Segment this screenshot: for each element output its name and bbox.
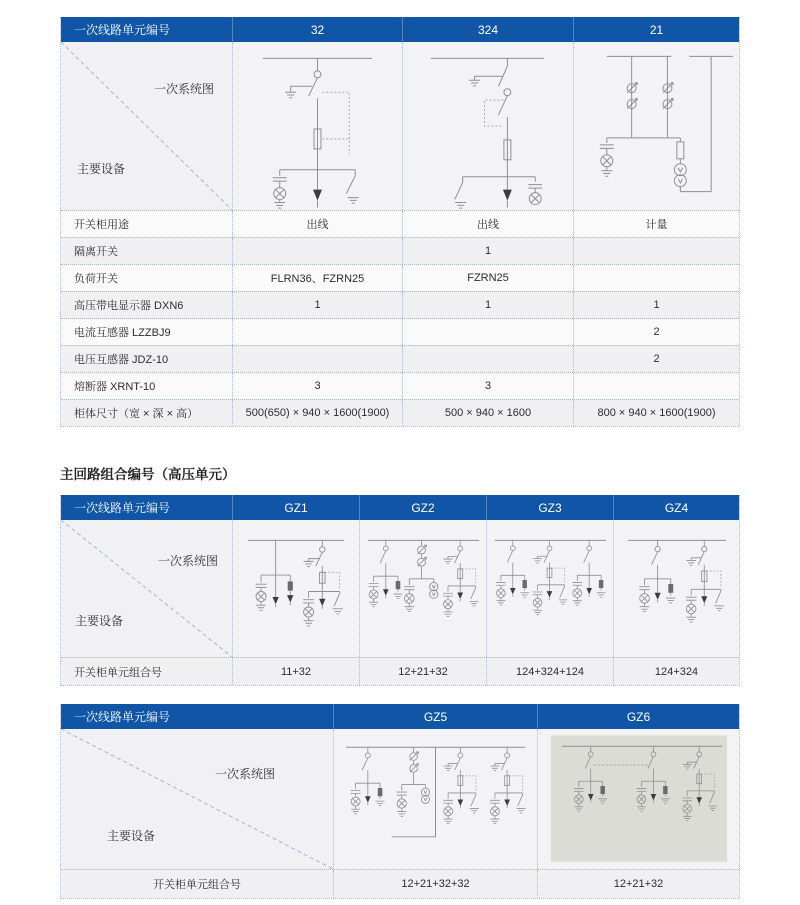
row-label: 高压带电显示器 DXN6 xyxy=(74,300,184,312)
header-unit-number-label: 一次线路单元编号 xyxy=(74,710,171,724)
row-value: 1 xyxy=(402,292,573,318)
header-col-gz6: GZ6 xyxy=(537,704,739,729)
header-col-gz2: GZ2 xyxy=(359,495,486,520)
schematic-32 xyxy=(233,42,402,210)
table-row-isolator xyxy=(61,237,739,264)
table-row-fuse xyxy=(61,372,739,399)
diagram-corner-cell xyxy=(61,42,232,210)
header-unit-number-label: 一次线路单元编号 xyxy=(74,501,171,515)
diagram-row xyxy=(61,520,739,657)
schematic-21 xyxy=(574,42,739,210)
schematic-gz5 xyxy=(334,729,537,869)
row-label: 开关柜用途 xyxy=(74,219,129,231)
one-line-diagram-gz5 xyxy=(333,729,537,869)
one-line-diagram-gz6 xyxy=(537,729,739,869)
combo-header-row xyxy=(61,495,739,520)
row-value xyxy=(232,346,402,372)
row-value xyxy=(232,238,402,264)
row-label: 柜体尺寸（宽 × 深 × 高） xyxy=(74,408,199,420)
row-value: 2 xyxy=(573,346,739,372)
row-label: 负荷开关 xyxy=(74,273,118,285)
one-line-diagram-gz1 xyxy=(232,520,359,657)
header-col-324: 324 xyxy=(402,17,573,42)
row-value xyxy=(573,265,739,291)
row-value: 出线 xyxy=(402,211,573,237)
row-label: 电压互感器 JDZ-10 xyxy=(74,354,169,366)
combo-row-label: 开关柜单元组合号 xyxy=(153,879,241,891)
schematic-gz4 xyxy=(614,520,739,657)
corner-label-system-diagram: 一次系统图 xyxy=(214,767,275,781)
header-col-gz3: GZ3 xyxy=(486,495,613,520)
combo-row-label: 开关柜单元组合号 xyxy=(74,666,162,679)
diagram-corner-cell xyxy=(61,520,232,657)
one-line-diagram-gz2 xyxy=(359,520,486,657)
one-line-diagram-gz4 xyxy=(613,520,739,657)
row-value: 1 xyxy=(573,292,739,318)
row-value: 2 xyxy=(573,319,739,345)
table-row-load-switch xyxy=(61,264,739,291)
combo-number-row xyxy=(61,869,739,898)
schematic-gz1 xyxy=(233,520,359,657)
row-value xyxy=(573,373,739,399)
header-unit-number-label: 一次线路单元编号 xyxy=(74,23,171,37)
header-col-gz5: GZ5 xyxy=(333,704,537,729)
schematic-gz2 xyxy=(360,520,486,657)
diagram-row xyxy=(61,729,739,869)
row-value xyxy=(402,319,573,345)
one-line-diagram-unit-32 xyxy=(232,42,402,210)
combo-header-row xyxy=(61,704,739,729)
row-value: 500(650) × 940 × 1600(1900) xyxy=(232,400,402,426)
catalog-page xyxy=(60,0,740,899)
table-row-voltage-transformer xyxy=(61,345,739,372)
corner-label-system-diagram: 一次系统图 xyxy=(153,82,214,96)
row-value: 3 xyxy=(402,373,573,399)
row-value xyxy=(402,346,573,372)
row-value: FZRN25 xyxy=(402,265,573,291)
table-row-cabinet-size xyxy=(61,399,739,426)
table-row-usage xyxy=(61,210,739,237)
row-value xyxy=(232,319,402,345)
schematic-gz6 xyxy=(538,729,739,869)
header-col-gz1: GZ1 xyxy=(232,495,359,520)
one-line-diagram-unit-324 xyxy=(402,42,573,210)
combo-number-row xyxy=(61,657,739,685)
diagram-corner-cell xyxy=(61,729,333,869)
row-value: 1 xyxy=(232,292,402,318)
row-label: 电流互感器 LZZBJ9 xyxy=(74,327,171,339)
unit-spec-header-row xyxy=(61,17,739,42)
row-value: 3 xyxy=(232,373,402,399)
row-value: 500 × 940 × 1600 xyxy=(402,400,573,426)
combo-value: 124+324+124 xyxy=(486,658,613,685)
corner-label-main-equipment: 主要设备 xyxy=(75,614,124,628)
diagonal-divider xyxy=(61,729,333,869)
combo-table-gz1-gz4 xyxy=(60,495,740,686)
row-value: 1 xyxy=(402,238,573,264)
combo-value: 124+324 xyxy=(613,658,739,685)
diagonal-divider xyxy=(61,520,232,657)
combo-value: 12+21+32 xyxy=(359,658,486,685)
combo-value: 12+21+32 xyxy=(537,870,739,898)
table-row-voltage-indicator xyxy=(61,291,739,318)
one-line-diagram-unit-21 xyxy=(573,42,739,210)
combo-value: 11+32 xyxy=(232,658,359,685)
corner-label-main-equipment: 主要设备 xyxy=(107,829,156,843)
corner-label-main-equipment: 主要设备 xyxy=(77,162,126,176)
header-col-21: 21 xyxy=(573,17,739,42)
row-value xyxy=(573,238,739,264)
diagram-row xyxy=(61,42,739,210)
table-row-current-transformer xyxy=(61,318,739,345)
row-value: 800 × 940 × 1600(1900) xyxy=(573,400,739,426)
corner-label-system-diagram: 一次系统图 xyxy=(157,554,218,568)
one-line-diagram-gz3 xyxy=(486,520,613,657)
combo-value: 12+21+32+32 xyxy=(333,870,537,898)
schematic-324 xyxy=(403,42,573,210)
header-col-32: 32 xyxy=(232,17,402,42)
row-label: 熔断器 XRNT-10 xyxy=(74,381,156,393)
row-label: 隔离开关 xyxy=(74,246,118,258)
row-value: 出线 xyxy=(232,211,402,237)
combo-table-gz5-gz6 xyxy=(60,704,740,899)
row-value: 计量 xyxy=(573,211,739,237)
section-title: 主回路组合编号（高压单元） xyxy=(60,467,236,482)
unit-spec-table xyxy=(60,17,740,427)
header-col-gz4: GZ4 xyxy=(613,495,739,520)
row-value: FLRN36、FZRN25 xyxy=(232,265,402,291)
diagonal-divider xyxy=(61,42,232,210)
schematic-gz3 xyxy=(487,520,613,657)
